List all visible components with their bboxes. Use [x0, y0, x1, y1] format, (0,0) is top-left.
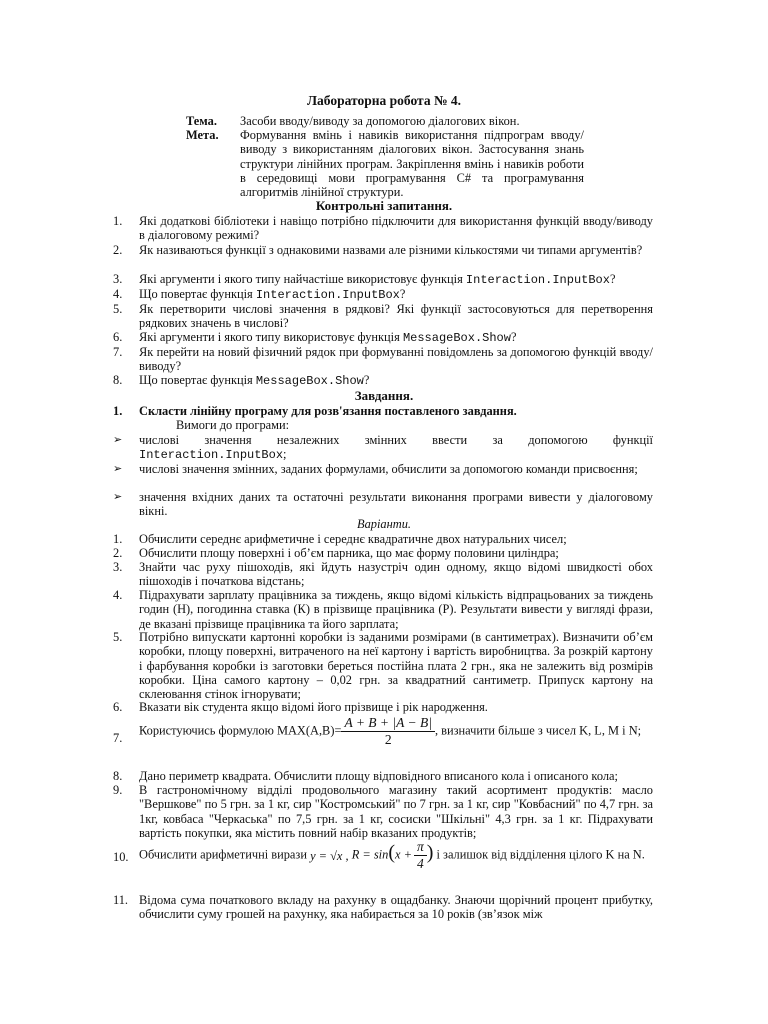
variant-item: 11. Відома сума початкового вкладу на рахунку в ощадбанку. Знаючи щорічний процент прибутку, обчислити суму грошей на рахунку, яка набирається за 10 років (зв’язок між: [113, 893, 653, 922]
goal-label: Мета.: [186, 128, 219, 142]
question-item: 3. Які аргументи і якого типу найчастіше використовує функція Interaction.InputBox?: [113, 272, 616, 287]
code-snippet: Interaction.InputBox: [465, 273, 610, 287]
question-item: 8. Що повертає функція MessageBox.Show?: [113, 373, 370, 388]
goal-row: [186, 128, 584, 199]
code-snippet: Interaction.InputBox: [255, 288, 400, 302]
requirement-bullet: ➢ числові значення незалежних змінних ввести за допомогою функції Interaction.InputBox;: [113, 433, 653, 463]
variant-item: 7. Користуючись формулою MAX(A,B)= $\frac{A + B + |A - B|}{2}$ , визначити більше з чисел K, L, M i N;: [113, 715, 642, 748]
requirement-bullet: ➢ значення вхідних даних та остаточні результати виконання програми вивести у діалоговому вікні.: [113, 490, 653, 519]
question-item: 1. Які додаткові бібліотеки і навіщо потрібно підключити для використання функцій вводу/виводу в діалоговому режимі?: [113, 214, 653, 243]
arrow-bullet-icon: ➢: [113, 491, 123, 503]
variant-item: 9. В гастрономічному відділі продовольчого магазину такий асортимент продуктів: масло "Вершкове" по 5 грн. за 1 кг, сир "Костромський" по 7 грн. за 1 кг, сир "Ковбасний" по 4,7 грн. за 1кг, ковбаса "Черкаська" по 7,5 грн. за 1 кг, сосиски "Шкільні" 4,3 грн. за 1 кг. Підрахувати вартість покупки, яка містить повний набір вказаних продуктів;: [113, 783, 653, 840]
variant-item: 10. Обчислити арифметичні вирази y = √x , R = sin(x + $\frac{\pi}{4}$ ) і залишок від відділення цілого K на N.: [113, 839, 645, 872]
question-item: 5. Як перетворити числові значення в рядкові? Які функції застосовуються для перетворення рядкових значень в числові?: [113, 302, 653, 331]
sine-formula: R = sin(x + $\frac{\pi}{4}$ ): [351, 839, 434, 872]
task-item: 1. Скласти лінійну програму для розв'язання поставленого завдання.: [113, 404, 517, 418]
variants-title: Варіанти.: [357, 517, 411, 531]
code-snippet: Interaction.InputBox: [139, 448, 284, 463]
topic-text: Засоби вводу/виводу за допомогою діалогових вікон.: [240, 114, 520, 128]
goal-text: Формування вмінь і навиків використання підпрограм вводу/виводу з використанням діалогових вікон. Застосування знань структури лінійних програм. Закріплення вмінь і навиків роботи в середовищі мови програмування C# та програмування алгоритмів лінійної структури.: [240, 128, 584, 200]
question-item: 4. Що повертає функція Interaction.InputBox?: [113, 287, 406, 302]
arrow-bullet-icon: ➢: [113, 463, 123, 475]
question-item: 2. Як називаються функції з однаковими назвами але різними кількостями чи типами аргументів?: [113, 243, 643, 257]
question-item: 6. Які аргументи і якого типу використовує функція MessageBox.Show?: [113, 330, 517, 345]
requirements-intro: Вимоги до програми:: [176, 418, 290, 432]
arrow-bullet-icon: ➢: [113, 434, 123, 446]
variant-item: 8. Дано периметр квадрата. Обчислити площу відповідного вписаного кола і описаного кола;: [113, 769, 618, 783]
page-title: Лабораторна робота № 4.: [306, 93, 462, 108]
variant-item: 5. Потрібно випускати картонні коробки із заданими розмірами (в сантиметрах). Визначити об’єм коробки, площу поверхні, витраченого на неї картону і вартість виробництва. За розкрій картону і фарбування коробки із заготовки береться постійна плата 2 грн., яка не залежить від розмірів коробки. Ціна самого картону – 0,02 грн. за квадратний сантиметр. Припуск картону на склеювання стінок ігнорувати;: [113, 630, 653, 702]
question-item: 7. Як перейти на новий фізичний рядок при формуванні повідомлень за допомогою функцій вводу/виводу?: [113, 345, 653, 374]
variant-item: 6. Вказати вік студента якщо відомі його прізвище і рік народження.: [113, 700, 488, 714]
variant-item: 1. Обчислити середнє арифметичне і середнє квадратичне двох натуральних чисел;: [113, 532, 567, 546]
tasks-title: Завдання.: [354, 388, 414, 403]
requirement-bullet: ➢ числові значення змінних, заданих формулами, обчислити за допомогою команди присвоєння;: [113, 462, 638, 476]
variant-item: 3. Знайти час руху пішоходів, які йдуть назустріч один одному, якщо відомі швидкості обох пішоходів і початкова відстань;: [113, 560, 653, 589]
variant-item: 2. Обчислити площу поверхні і об’єм парника, що має форму половини циліндра;: [113, 546, 559, 560]
code-snippet: MessageBox.Show: [402, 331, 511, 345]
code-snippet: MessageBox.Show: [255, 374, 364, 388]
questions-title: Контрольні запитання.: [315, 198, 453, 213]
max-formula: $\frac{A + B + |A - B|}{2}$: [341, 716, 435, 748]
topic-label: Тема.: [186, 114, 217, 128]
sqrt-formula: y = √x ,: [310, 848, 349, 863]
topic-row: [186, 114, 584, 128]
variant-item: 4. Підрахувати зарплату працівника за тиждень, якщо відомі кількість відпрацьованих за тиждень годин (Н), погодинна ставка (К) в прізвище працівника (Р). Результати вивести у вигляді фрази, де вказані прізвище працівника та його зарплата;: [113, 588, 653, 631]
